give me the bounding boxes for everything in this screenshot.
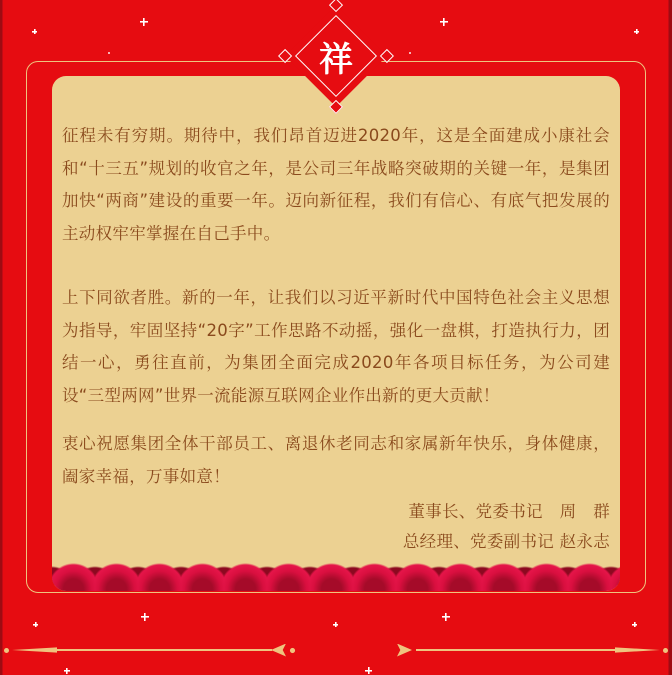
letter-card [52,76,620,591]
bottom-divider [0,643,672,657]
signature-line-general-manager: 总经理、党委副书记 赵永志 [402,532,610,551]
divider-taper-icon [615,647,660,653]
sparkle-icon [333,622,338,627]
divider-end-dot-icon [4,648,9,653]
badge-character: 祥 [319,39,353,80]
letter-paragraph: 征程未有穷期。期待中，我们昂首迈进2020年，这是全面建成小康社会和“十三五”规划的收官之年，是公司三年战略突破期的关键一年，是集团加快“两商”建设的重要一年。迈向新征程，我们有信心、有底气把发展的主动权牢牢掌握在自己手中。 [62,126,610,243]
sparkle-icon [632,622,637,627]
right-edge-border [668,0,672,675]
letter-paragraph: 上下同欲者胜。新的一年，让我们以习近平新时代中国特色社会主义思想为指导，牢固坚持“20字”工作思路不动摇，强化一盘棋，打造执行力，团结一心，勇往直前，为集团全面完成2020年各项目标任务，为公司建设“三型两网”世界一流能源互联网企业作出新的更大贡献！ [62,288,610,405]
sparkle-icon [409,52,411,54]
letter-body [62,76,610,557]
signature-line-chairman: 董事长、党委书记 周 群 [408,502,610,521]
sparkle-icon [108,52,110,54]
sparkle-icon [365,667,372,674]
sparkle-icon [634,29,639,34]
divider-dots-icon [288,647,398,654]
sparkle-icon [64,668,70,674]
left-edge-border [0,0,3,675]
divider-line [416,649,620,651]
sparkle-icon [440,18,448,26]
sparkle-icon [140,18,148,26]
diamond-corner-ornament-icon [329,0,343,12]
sparkle-icon [141,613,149,621]
sparkle-icon [33,622,38,627]
letter-paragraph: 衷心祝愿集团全体干部员工、离退休老同志和家属新年快乐，身体健康，阖家幸福，万事如意！ [62,434,610,486]
sparkle-icon [442,613,450,621]
divider-arrow-left-icon [271,644,286,657]
divider-end-dot-icon [663,648,668,653]
signature-block [62,497,610,557]
divider-taper-icon [12,647,57,653]
divider-line [52,649,272,651]
scallop-border [52,551,620,591]
divider-arrow-right-icon [397,644,412,657]
sparkle-icon [32,29,37,34]
auspicious-diamond-badge [285,5,387,107]
